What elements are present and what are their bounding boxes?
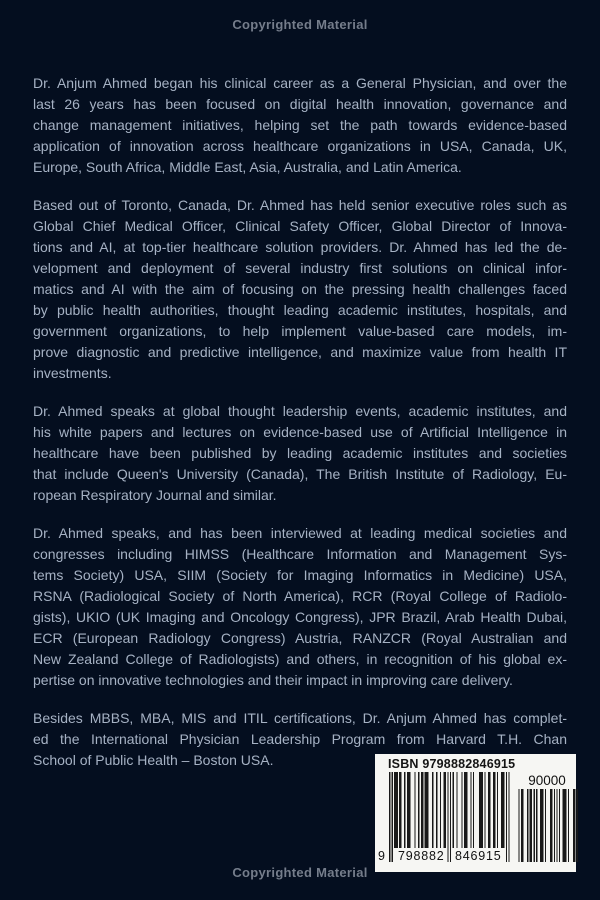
- bio-line: healthcare have been published by leading academic institutes and societies: [33, 445, 567, 461]
- bio-line: change management initiatives, helping set the path towards evidence-based: [33, 117, 567, 133]
- isbn-barcode-panel: [375, 754, 576, 872]
- bio-line: congresses including HIMSS (Healthcare Information and Management Sys-: [33, 546, 567, 562]
- bio-line: School of Public Health – Boston USA.: [33, 752, 274, 768]
- bio-paragraph: [33, 523, 567, 691]
- ean-digit-group2: 846915: [455, 849, 502, 863]
- bio-line: Based out of Toronto, Canada, Dr. Ahmed has held senior executive roles such as: [33, 197, 567, 213]
- bio-paragraph: [33, 195, 567, 384]
- bio-line: RSNA (Radiological Society of North America), RCR (Royal College of Radiolo-: [33, 588, 567, 604]
- bio-paragraph: [33, 401, 567, 506]
- bio-paragraph: [33, 73, 567, 178]
- bio-line: prove diagnostic and predictive intelligence, and maximize value from health IT: [33, 344, 567, 360]
- isbn-number-label: ISBN 9798882846915: [388, 757, 516, 771]
- ean-digit-group1: 798882: [398, 849, 445, 863]
- bio-line: Dr. Anjum Ahmed began his clinical career as a General Physician, and over the: [33, 75, 567, 91]
- bio-line: ECR (European Radiology Congress) Austria, RANZCR (Royal Australian and: [33, 630, 567, 646]
- barcode-price-code: 90000: [528, 773, 566, 788]
- author-bio-text: [33, 73, 567, 788]
- bio-line: Dr. Ahmed speaks, and has been interviewed at leading medical societies and: [33, 525, 567, 541]
- bio-line: investments.: [33, 365, 112, 381]
- bio-line: pertise on innovative technologies and their impact in improving care delivery.: [33, 672, 513, 688]
- bio-line: application of innovation across healthcare organizations in USA, Canada, UK,: [33, 138, 567, 154]
- bio-line: that include Queen's University (Canada), The British Institute of Radiology, Eu-: [33, 466, 567, 482]
- bio-line: by public health authorities, thought leading academic institutes, hospitals, and: [33, 302, 567, 318]
- bio-line: Global Chief Medical Officer, Clinical Safety Officer, Global Director of Innova-: [33, 218, 567, 234]
- bio-line: New Zealand College of Radiologists) and others, in recognition of his global ex-: [33, 651, 567, 667]
- bio-line: velopment and deployment of several industry first solutions on clinical infor-: [33, 260, 567, 276]
- bio-line: ropean Respiratory Journal and similar.: [33, 487, 277, 503]
- bio-line: Besides MBBS, MBA, MIS and ITIL certifications, Dr. Anjum Ahmed has complet-: [33, 710, 567, 726]
- copyright-banner-bottom: Copyrighted Material: [232, 865, 368, 880]
- bio-line: government organizations, to help implement value-based care models, im-: [33, 323, 567, 339]
- bio-line: Europe, South Africa, Middle East, Asia, Australia, and Latin America.: [33, 159, 462, 175]
- copyright-banner-top: Copyrighted Material: [232, 17, 368, 32]
- bio-line: last 26 years has been focused on digital health innovation, governance and: [33, 96, 567, 112]
- bio-line: matics and AI with the aim of focusing on the pressing health challenges faced: [33, 281, 567, 297]
- bio-line: ed the International Physician Leadership Program from Harvard T.H. Chan: [33, 731, 567, 747]
- bio-line: gists), UKIO (UK Imaging and Oncology Congress), JPR Brazil, Arab Health Dubai,: [33, 609, 567, 625]
- ean5-addon-barcode-icon: [517, 789, 578, 862]
- bio-line: Dr. Ahmed speaks at global thought leadership events, academic institutes, and: [33, 403, 567, 419]
- bio-line: his white papers and lectures on evidence-based use of Artificial Intelligence in: [33, 424, 567, 440]
- ean-digit-first: 9: [378, 849, 386, 863]
- bio-line: tems Society) USA, SIIM (Society for Imaging Informatics in Medicine) USA,: [33, 567, 567, 583]
- bio-line: tions and AI, at top-tier healthcare solution providers. Dr. Ahmed has led the de-: [33, 239, 567, 255]
